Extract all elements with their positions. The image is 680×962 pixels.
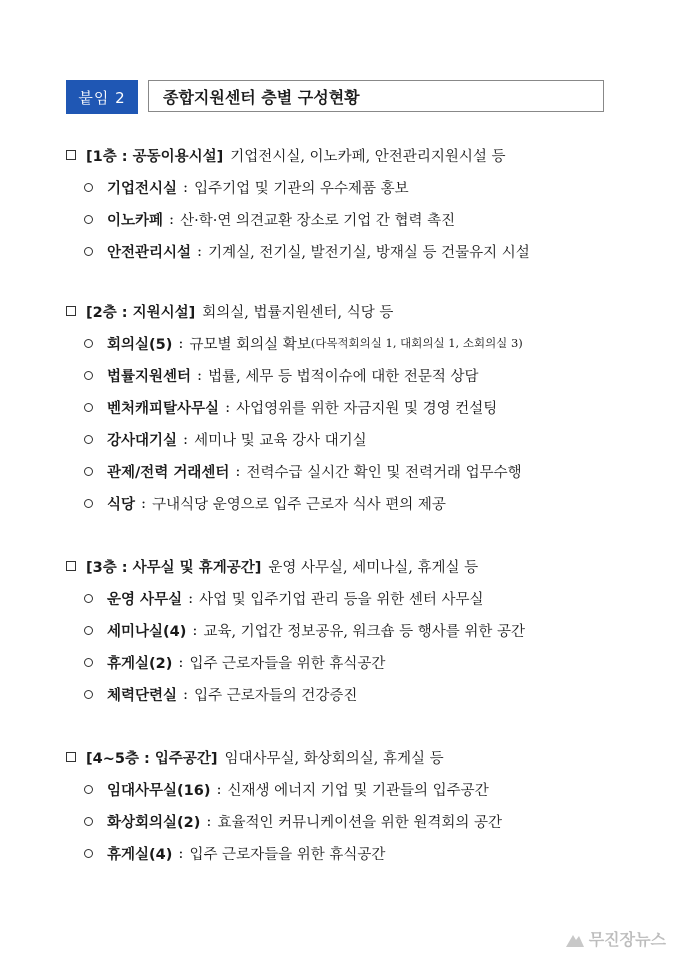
- list-item: 벤처캐피탈사무실 : 사업영위를 위한 자금지원 및 경영 컨설팅: [66, 391, 523, 423]
- circle-bullet-icon: [84, 785, 93, 794]
- header: [66, 80, 604, 114]
- item-name: 휴게실(2): [107, 655, 173, 672]
- list-item: 법률지원센터 : 법률, 세무 등 법적이슈에 대한 전문적 상담: [66, 359, 523, 391]
- item-name: 휴게실(4): [107, 846, 173, 863]
- item-desc: 입주 근로자들의 건강증진: [194, 687, 358, 704]
- item-desc: 신재생 에너지 기업 및 기관들의 입주공간: [227, 782, 489, 799]
- section-label: [2층 : 지원시설]: [86, 304, 196, 321]
- item-name: 법률지원센터: [107, 368, 192, 385]
- item-desc: 입주기업 및 기관의 우수제품 홍보: [194, 180, 409, 197]
- list-item: 강사대기실 : 세미나 및 교육 강사 대기실: [66, 423, 523, 455]
- item-desc: 구내식당 운영으로 입주 근로자 식사 편의 제공: [152, 496, 446, 513]
- circle-bullet-icon: [84, 849, 93, 858]
- list-item: 휴게실(4) : 입주 근로자들을 위한 휴식공간: [66, 837, 502, 869]
- list-item: 화상회의실(2) : 효율적인 커뮤니케이션을 위한 원격회의 공간: [66, 805, 502, 837]
- item-name: 회의실(5): [107, 336, 173, 353]
- appendix-badge: 붙임 2: [66, 80, 138, 114]
- item-desc: 전력수급 실시간 확인 및 전력거래 업무수행: [246, 464, 522, 481]
- square-bullet-icon: [66, 752, 76, 762]
- item-name: 이노카페: [107, 212, 164, 229]
- circle-bullet-icon: [84, 371, 93, 380]
- item-desc: 교육, 기업간 정보공유, 워크숍 등 행사를 위한 공간: [203, 623, 526, 640]
- circle-bullet-icon: [84, 215, 93, 224]
- section-floor-2: [66, 295, 523, 519]
- item-name: 안전관리시설: [107, 244, 192, 261]
- section-heading: [66, 139, 530, 171]
- circle-bullet-icon: [84, 403, 93, 412]
- item-name: 식당: [107, 496, 136, 513]
- list-item: 임대사무실(16) : 신재생 에너지 기업 및 기관들의 입주공간: [66, 773, 502, 805]
- square-bullet-icon: [66, 150, 76, 160]
- item-desc: 입주 근로자들을 위한 휴식공간: [189, 655, 386, 672]
- section-floor-3: [66, 550, 525, 710]
- section-floor-4-5: [66, 741, 502, 869]
- mountain-logo-icon: [565, 930, 585, 948]
- circle-bullet-icon: [84, 690, 93, 699]
- item-name: 벤처캐피탈사무실: [107, 400, 220, 417]
- section-label: [1층 : 공동이용시설]: [86, 148, 224, 165]
- circle-bullet-icon: [84, 247, 93, 256]
- item-name: 관제/전력 거래센터: [107, 464, 230, 481]
- item-desc: 산·학·연 의견교환 장소로 기업 간 협력 촉진: [180, 212, 456, 229]
- list-item: 휴게실(2) : 입주 근로자들을 위한 휴식공간: [66, 646, 525, 678]
- section-summary: 임대사무실, 화상회의실, 휴게실 등: [224, 750, 444, 767]
- item-name: 화상회의실(2): [107, 814, 201, 831]
- section-heading: [66, 550, 525, 582]
- circle-bullet-icon: [84, 626, 93, 635]
- list-item: 안전관리시설 : 기계실, 전기실, 발전기실, 방재실 등 건물유지 시설: [66, 235, 530, 267]
- item-name: 기업전시실: [107, 180, 178, 197]
- watermark: [565, 927, 666, 950]
- section-summary: 회의실, 법률지원센터, 식당 등: [202, 304, 394, 321]
- list-item: 체력단련실 : 입주 근로자들의 건강증진: [66, 678, 525, 710]
- square-bullet-icon: [66, 306, 76, 316]
- watermark-text: 무진장뉴스: [588, 930, 666, 949]
- item-desc: 법률, 세무 등 법적이슈에 대한 전문적 상담: [208, 368, 479, 385]
- circle-bullet-icon: [84, 499, 93, 508]
- circle-bullet-icon: [84, 183, 93, 192]
- list-item: 식당 : 구내식당 운영으로 입주 근로자 식사 편의 제공: [66, 487, 523, 519]
- square-bullet-icon: [66, 561, 76, 571]
- item-desc: 효율적인 커뮤니케이션을 위한 원격회의 공간: [217, 814, 503, 831]
- item-name: 체력단련실: [107, 687, 178, 704]
- section-summary: 기업전시실, 이노카페, 안전관리지원시설 등: [230, 148, 506, 165]
- circle-bullet-icon: [84, 339, 93, 348]
- circle-bullet-icon: [84, 658, 93, 667]
- item-note: (다목적회의실 1, 대회의실 1, 소회의실 3): [310, 336, 523, 350]
- circle-bullet-icon: [84, 435, 93, 444]
- list-item: 관제/전력 거래센터 : 전력수급 실시간 확인 및 전력거래 업무수행: [66, 455, 523, 487]
- list-item: 세미나실(4) : 교육, 기업간 정보공유, 워크숍 등 행사를 위한 공간: [66, 614, 525, 646]
- section-floor-1: [66, 139, 530, 267]
- item-name: 세미나실(4): [107, 623, 187, 640]
- item-desc: 세미나 및 교육 강사 대기실: [194, 432, 367, 449]
- section-heading: [66, 741, 502, 773]
- item-desc: 입주 근로자들을 위한 휴식공간: [189, 846, 386, 863]
- circle-bullet-icon: [84, 594, 93, 603]
- section-label: [3층 : 사무실 및 휴게공간]: [86, 559, 262, 576]
- item-name: 임대사무실(16): [107, 782, 211, 799]
- section-summary: 운영 사무실, 세미나실, 휴게실 등: [268, 559, 479, 576]
- item-name: 강사대기실: [107, 432, 178, 449]
- list-item: 운영 사무실 : 사업 및 입주기업 관리 등을 위한 센터 사무실: [66, 582, 525, 614]
- section-heading: [66, 295, 523, 327]
- list-item: 기업전시실 : 입주기업 및 기관의 우수제품 홍보: [66, 171, 530, 203]
- item-desc: 기계실, 전기실, 발전기실, 방재실 등 건물유지 시설: [208, 244, 530, 261]
- section-label: [4~5층 : 입주공간]: [86, 750, 218, 767]
- list-item: 이노카페 : 산·학·연 의견교환 장소로 기업 간 협력 촉진: [66, 203, 530, 235]
- item-name: 운영 사무실: [107, 591, 183, 608]
- item-desc: 규모별 회의실 확보: [189, 336, 311, 353]
- circle-bullet-icon: [84, 817, 93, 826]
- page-title: 종합지원센터 층별 구성현황: [148, 80, 604, 112]
- list-item: 회의실(5) : 규모별 회의실 확보 (다목적회의실 1, 대회의실 1, 소회의실 3): [66, 327, 523, 359]
- circle-bullet-icon: [84, 467, 93, 476]
- item-desc: 사업영위를 위한 자금지원 및 경영 컨설팅: [236, 400, 498, 417]
- item-desc: 사업 및 입주기업 관리 등을 위한 센터 사무실: [199, 591, 484, 608]
